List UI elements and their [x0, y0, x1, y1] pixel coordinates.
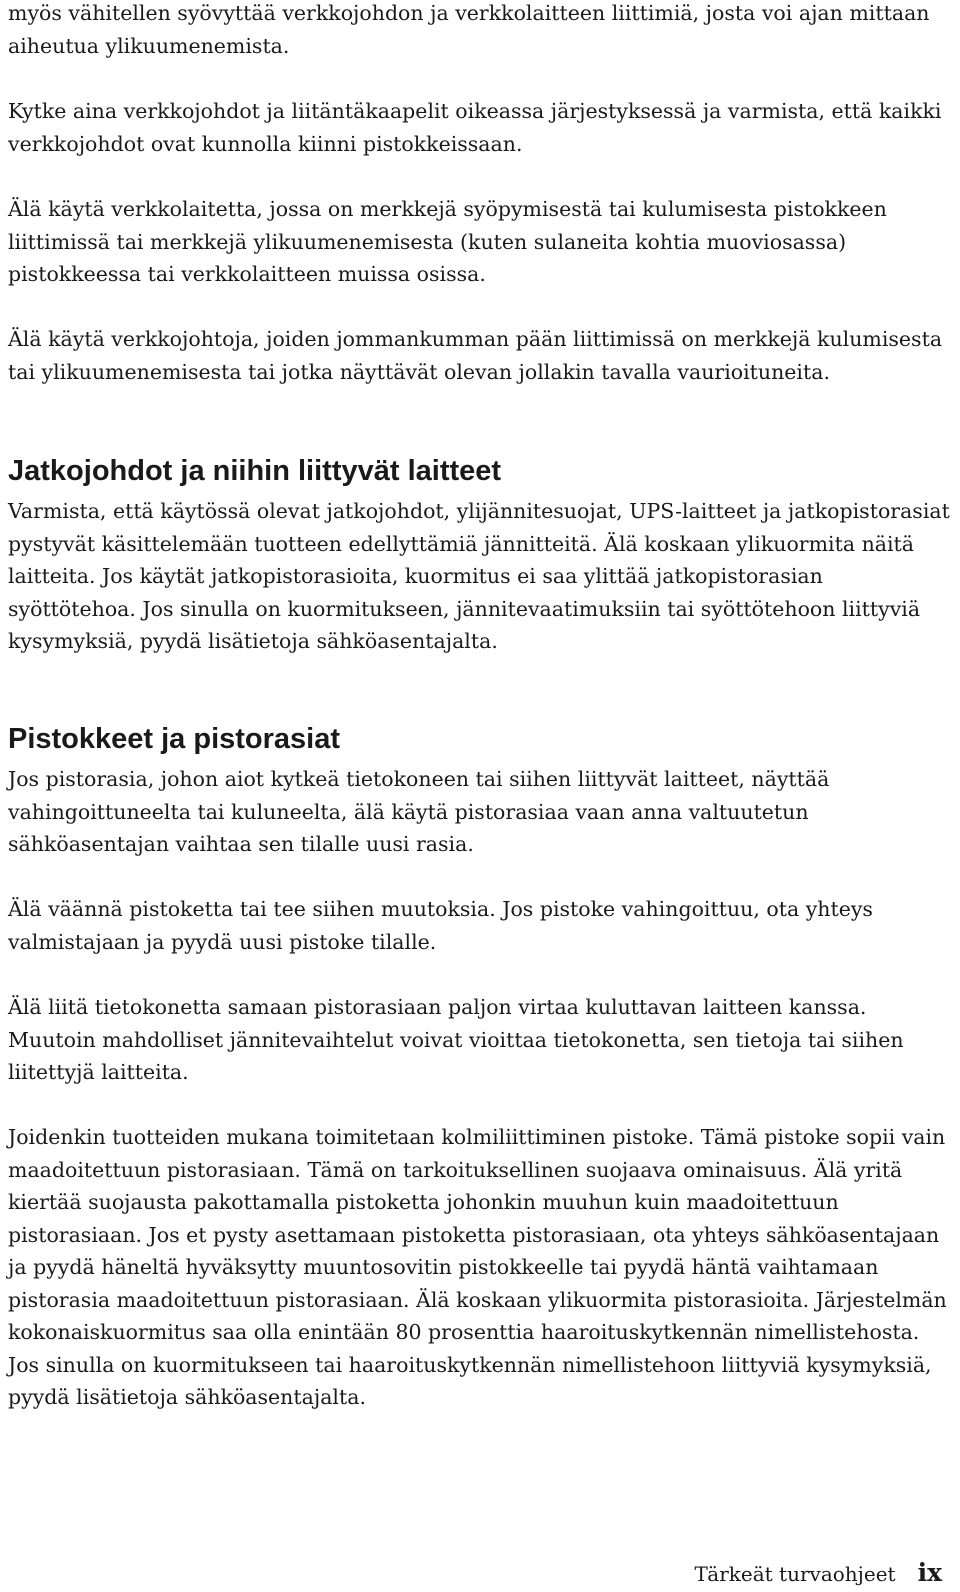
paragraph-corroded-adapter: Älä käytä verkkolaitetta, jossa on merkkejä syöpymisestä tai kulumisesta pistokkeen liittimissä tai merkkejä ylikuumenemisesta (kuten sulaneita kohtia muoviosassa) pistokkeessa tai verkkolaitteen muissa osissa. [8, 197, 887, 286]
paragraph-continued: myös vähitellen syövyttää verkkojohdon ja verkkolaitteen liittimiä, josta voi ajan mittaan aiheutua ylikuumenemista. [8, 1, 930, 58]
paragraph-three-prong-plug: Joidenkin tuotteiden mukana toimitetaan kolmiliittiminen pistoke. Tämä pistoke sopii vain maadoitettuun pistorasiaan. Tämä on tarkoituksellinen suojaava ominaisuus. Älä yritä kiertää suojausta pakottamalla pistoketta johonkin muuhun kuin maadoitettuun pistorasiaan. Jos et pysty asettamaan pistoketta pistorasiaan, ota yhteys sähköasentajaan ja pyydä häneltä hyväksytty muuntosovitin pistokkeelle tai pyydä häntä vaihtamaan pistorasia maadoitettuun pistorasiaan. Älä koskaan ylikuormita pistorasioita. Järjestelmän kokonaiskuormitus saa olla enintään 80 prosenttia haaroituskytkennän nimellistehosta. Jos sinulla on kuormitukseen tai haaroituskytkennän nimellistehoon liittyviä kysymyksiä, pyydä lisätietoja sähköasentajalta. [8, 1125, 947, 1409]
paragraph-extension-cords: Varmista, että käytössä olevat jatkojohdot, ylijännitesuojat, UPS-laitteet ja jatkopistorasiat pystyvät käsittelemään tuotteen edellyttämiä jännitteitä. Älä koskaan ylikuormita näitä laitteita. Jos käytät jatkopistorasioita, kuormitus ei saa ylittää jatkopistorasian syöttötehoa. Jos sinulla on kuormitukseen, jännitevaatimuksiin tai syöttötehoon liittyviä kysymyksiä, pyydä lisätietoja sähköasentajalta. [8, 499, 950, 653]
paragraph-connect-cords: Kytke aina verkkojohdot ja liitäntäkaapelit oikeassa järjestyksessä ja varmista, että kaikki verkkojohdot ovat kunnolla kiinni pistokkeissaan. [8, 99, 942, 156]
paragraph-high-power-device: Älä liitä tietokonetta samaan pistorasiaan paljon virtaa kuluttavan laitteen kanssa. Muutoin mahdolliset jännitevaihtelut voivat vioittaa tietokonetta, sen tietoja tai siihen liitettyjä laitteita. [8, 995, 904, 1084]
section-heading-plugs-outlets: Pistokkeet ja pistorasiat [8, 723, 341, 755]
paragraph-damaged-outlet: Jos pistorasia, johon aiot kytkeä tietokoneen tai siihen liittyvät laitteet, näyttää vahingoittuneelta tai kuluneelta, älä käytä pistorasiaa vaan anna valtuutetun sähköasentajan vaihtaa sen tilalle uusi rasia. [8, 767, 830, 856]
footer-section-title: Tärkeät turvaohjeet [694, 1562, 896, 1586]
page-footer [695, 1558, 942, 1587]
paragraph-damaged-cords: Älä käytä verkkojohtoja, joiden jommankumman pään liittimissä on merkkejä kulumisesta tai ylikuumenemisesta tai jotka näyttävät olevan jollakin tavalla vaurioituneita. [8, 327, 943, 384]
page-number: ix [917, 1558, 942, 1587]
paragraph-modify-plug: Älä väännä pistoketta tai tee siihen muutoksia. Jos pistoke vahingoittuu, ota yhteys valmistajaan ja pyydä uusi pistoke tilalle. [8, 897, 873, 954]
section-heading-extension-cords: Jatkojohdot ja niihin liittyvät laitteet [8, 455, 502, 487]
